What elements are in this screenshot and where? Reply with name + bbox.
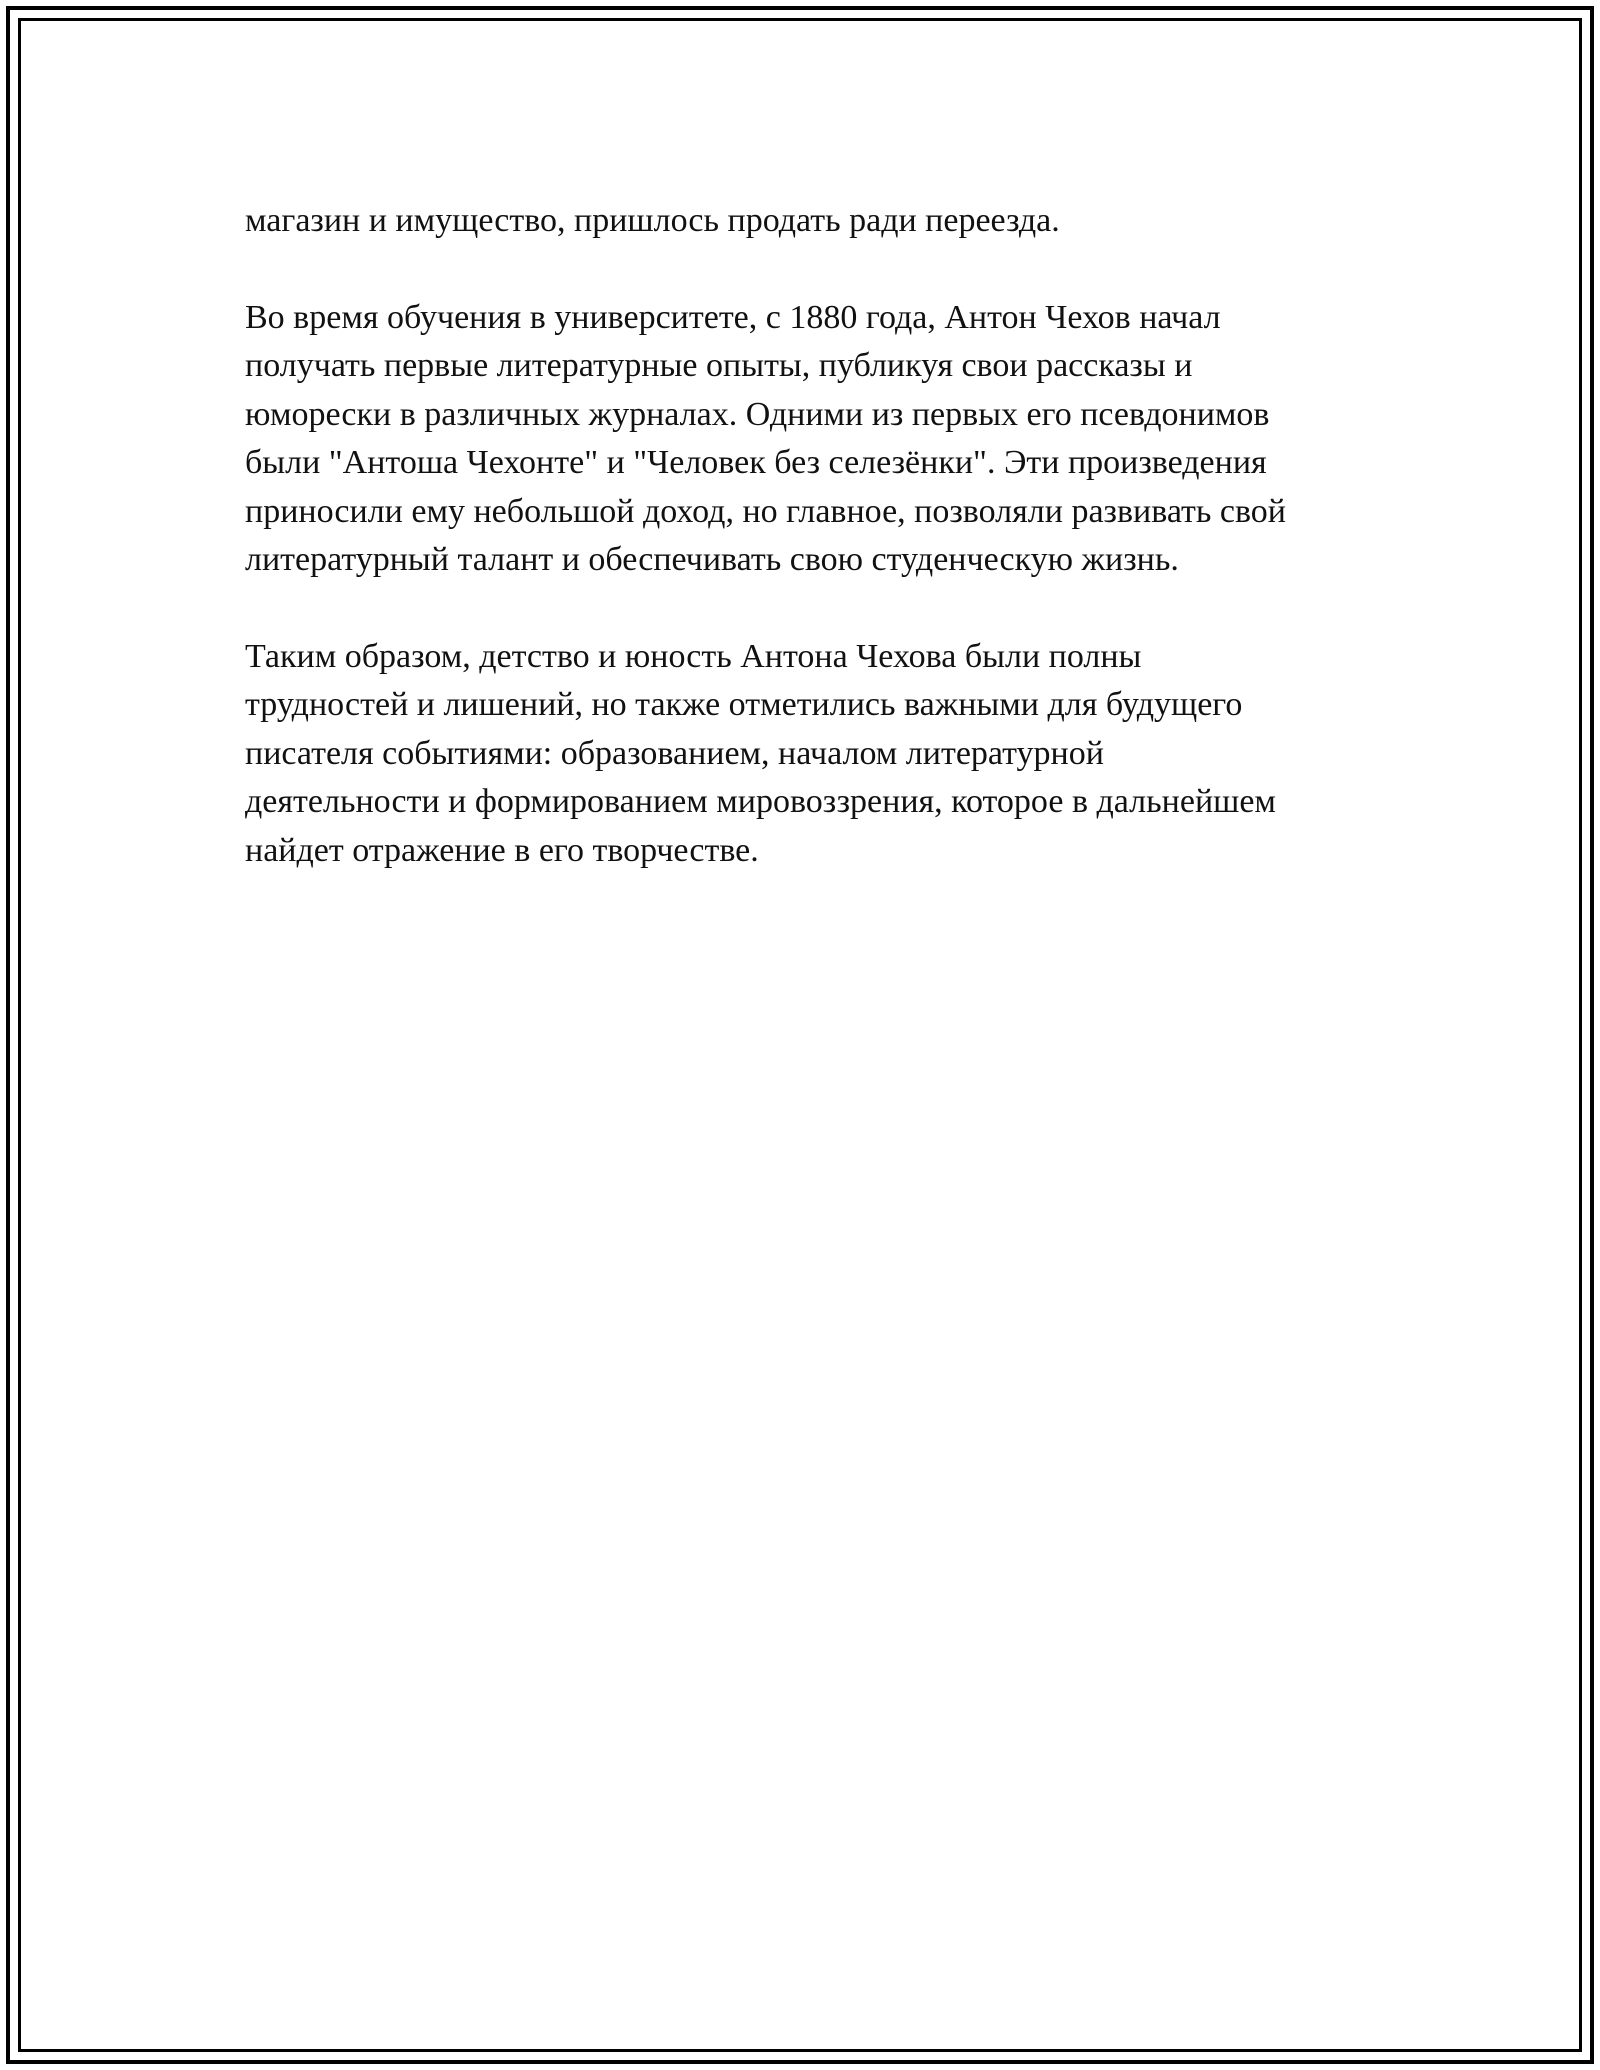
- page-border: [6, 6, 1594, 2064]
- text-line: найдет отражение в его творчестве.: [245, 831, 759, 869]
- paragraph-2: [245, 294, 1425, 585]
- text-line: литературный талант и обеспечивать свою студенческую жизнь.: [245, 541, 1179, 578]
- text-line: приносили ему небольшой доход, но главное, позволяли развивать свой: [245, 492, 1287, 530]
- text-line: писателя событиями: образованием, началом литературной: [245, 734, 1104, 772]
- text-line: трудностей и лишений, но также отметились важными для будущего: [245, 686, 1243, 723]
- text-line: Во время обучения в университете, с 1880 года, Антон Чехов начал: [245, 298, 1221, 336]
- text-line: получать первые литературные опыты, публикуя свои рассказы и: [245, 347, 1193, 384]
- paragraph-1: [245, 197, 1425, 246]
- text-line: магазин и имущество, пришлось продать ради переезда.: [245, 202, 1060, 239]
- paragraph-3: [245, 633, 1425, 876]
- text-line: были "Антоша Чехонте" и "Человек без селезёнки". Эти произведения: [245, 444, 1267, 481]
- text-line: деятельности и формированием мировоззрения, которое в дальнейшем: [245, 783, 1276, 820]
- text-line: юморески в различных журналах. Одними из первых его псевдонимов: [245, 395, 1270, 433]
- text-line: Таким образом, детство и юность Антона Чехова были полны: [245, 637, 1142, 675]
- document-body: [245, 197, 1425, 923]
